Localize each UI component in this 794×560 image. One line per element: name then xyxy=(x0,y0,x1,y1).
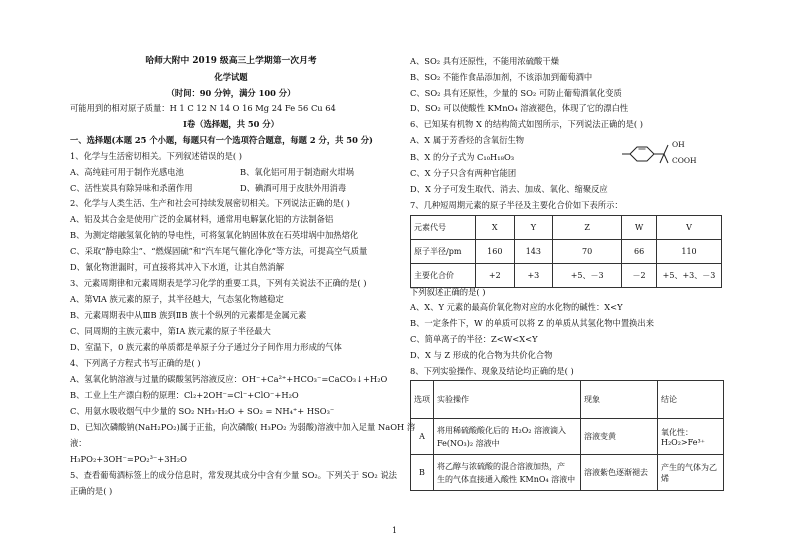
table-cell: －2 xyxy=(622,264,657,288)
q7-option-d: D、X 与 Z 形成的化合物为共价化合物 xyxy=(410,350,553,360)
table-row xyxy=(411,240,722,264)
q8-header-conclusion: 结论 xyxy=(658,381,724,419)
q8-row-a-op-line2: Fe(NO₃)₂ 溶液中 xyxy=(437,438,500,448)
table-cell: 溶液变黄 xyxy=(581,419,658,455)
section-title: Ⅰ卷（选择题，共 50 分） xyxy=(183,119,279,129)
q2-stem: 2、化学与人类生活、生产和社会可持续发展密切相关。下列说法正确的是( ) xyxy=(70,198,350,208)
q2-option-b: B、为测定熔融氢氧化钠的导电性，可将氢氧化钠固体放在石英坩埚中加热熔化 xyxy=(70,230,359,240)
q7-option-c: C、简单离子的半径：Z<W<X<Y xyxy=(410,334,538,344)
table-cell xyxy=(434,419,581,455)
q8-row-a-op-line1: 将用稀硫酸酸化后的 H₂O₂ 溶液滴入 xyxy=(437,425,567,435)
q7-header-2: Y xyxy=(514,216,553,240)
q2-option-c: C、采取“静电除尘”、“燃煤固硫”和“汽车尾气催化净化”等方法，可提高空气质量 xyxy=(70,246,368,256)
table-cell: A xyxy=(411,419,434,455)
q3-option-a: A、第ⅥA 族元素的原子，其半径越大，气态氢化物越稳定 xyxy=(70,294,284,304)
q3-option-d: D、室温下，0 族元素的单质都是单原子分子通过分子间作用力形成的气体 xyxy=(70,342,342,352)
atomic-masses: 可能用到的相对原子质量：H 1 C 12 N 14 O 16 Mg 24 Fe 56 Cu 64 xyxy=(70,103,336,113)
q8-header-phenomenon: 现象 xyxy=(581,381,658,419)
q4-option-d-line1: D、已知次磷酸钠(NaH₂PO₂)属于正盐，向次磷酸( H₃PO₂ 为弱酸)溶液中加入足量 NaOH 溶 xyxy=(70,422,416,432)
q8-header-option: 选项 xyxy=(411,381,434,419)
q2-option-a: A、铝及其合金是使用广泛的金属材料，通常用电解氯化铝的方法制备铝 xyxy=(70,214,334,224)
q5-option-d: D、SO₂ 可以使酸性 KMnO₄ 溶液褪色，体现了它的漂白性 xyxy=(410,103,629,113)
q4-option-b: B、工业上生产漂白粉的原理：Cl₂+2OH⁻=Cl⁻+ClO⁻+H₂O xyxy=(70,390,299,400)
q5-stem-line1: 5、查看葡萄酒标签上的成分信息时，常发现其成分中含有少量 SO₂。下列关于 SO₂ 说法 xyxy=(70,470,397,480)
q7-header-3: Z xyxy=(553,216,622,240)
q4-option-a: A、氢氧化钠溶液与过量的碳酸氢钙溶液反应：OH⁻+Ca²⁺+HCO₃⁻=CaCO₃↓+H₂O xyxy=(70,374,388,384)
molecule-cooh-label: COOH xyxy=(672,156,697,165)
q8-row-b-op-line2: 生的气体直接通入酸性 KMnO₄ 溶液中 xyxy=(437,474,576,484)
q7-stem: 7、几种短周期元素的原子半径及主要化合价如下表所示： xyxy=(410,200,623,210)
table-cell: +5、－3 xyxy=(553,264,622,288)
section-instruction: 一、选择题(本题 25 个小题，每题只有一个选项符合题意，每题 2 分，共 50 分) xyxy=(70,135,373,145)
q6-option-d: D、X 分子可发生取代、消去、加成、氧化、缩聚反应 xyxy=(410,184,608,194)
q8-row-b-op-line1: 将乙醇与浓硫酸的混合溶液加热，产 xyxy=(437,461,565,471)
q7-option-b: B、一定条件下，W 的单质可以将 Z 的单质从其氢化物中置换出来 xyxy=(410,318,655,328)
q3-option-c: C、同周期的主族元素中，第ⅠA 族元素的原子半径最大 xyxy=(70,326,271,336)
q6-option-b: B、X 的分子式为 C₁₀H₁₈O₃ xyxy=(410,152,515,162)
q5-option-c: C、SO₂ 具有还原性，少量的 SO₂ 可防止葡萄酒氧化变质 xyxy=(410,88,622,98)
table-row xyxy=(411,419,724,455)
table-cell: 66 xyxy=(622,240,657,264)
table-cell: 160 xyxy=(476,240,515,264)
q7-option-a: A、X、Y 元素的最高价氧化物对应的水化物的碱性：X<Y xyxy=(410,302,623,312)
q7-header-1: X xyxy=(476,216,515,240)
molecule-structure xyxy=(614,133,704,173)
q4-option-d-equation: H₃PO₂+3OH⁻=PO₂³⁻+3H₂O xyxy=(70,454,187,464)
table-cell: 70 xyxy=(553,240,622,264)
q6-option-c: C、X 分子只含有两种官能团 xyxy=(410,168,517,178)
q8-table xyxy=(410,380,724,491)
table-cell: 110 xyxy=(657,240,722,264)
table-row xyxy=(411,455,724,491)
q1-option-a: A、高纯硅可用于制作光感电池 xyxy=(70,167,184,177)
q7-header-4: W xyxy=(622,216,657,240)
q8-stem: 8、下列实验操作、现象及结论均正确的是( ) xyxy=(410,366,574,376)
q4-stem: 4、下列离子方程式书写正确的是( ) xyxy=(70,358,201,368)
q7-table xyxy=(410,215,722,288)
q2-option-d: D、氰化物泄漏时，可直接将其冲入下水道，让其自然消解 xyxy=(70,262,285,272)
table-cell: 原子半径/pm xyxy=(411,240,476,264)
table-cell: 溶液紫色逐渐褪去 xyxy=(581,455,658,491)
q4-option-d-line2: 液： xyxy=(70,438,87,448)
q7-header-0: 元素代号 xyxy=(411,216,476,240)
q1-option-c: C、活性炭具有除异味和杀菌作用 xyxy=(70,183,193,193)
table-cell: +2 xyxy=(476,264,515,288)
table-row xyxy=(411,264,722,288)
q1-option-b: B、氧化铝可用于制造耐火坩埚 xyxy=(240,167,354,177)
q7-ask: 下列叙述正确的是( ) xyxy=(410,287,486,297)
exam-subject: 化学试题 xyxy=(214,72,248,82)
q6-stem: 6、已知某有机物 X 的结构简式如图所示，下列说法正确的是( ) xyxy=(410,119,643,129)
q5-option-b: B、SO₂ 不能作食品添加剂，不该添加到葡萄酒中 xyxy=(410,72,593,82)
table-cell: 氧化性：H₂O₂>Fe³⁺ xyxy=(658,419,724,455)
exam-title: 哈师大附中 2019 级高三上学期第一次月考 xyxy=(145,56,317,66)
q1-stem: 1、化学与生活密切相关。下列叙述错误的是( ) xyxy=(70,151,243,161)
table-cell: 143 xyxy=(514,240,553,264)
table-cell: +3 xyxy=(514,264,553,288)
table-cell xyxy=(434,455,581,491)
table-cell: 主要化合价 xyxy=(411,264,476,288)
q7-header-5: V xyxy=(657,216,722,240)
table-cell: +5、+3、－3 xyxy=(657,264,722,288)
q5-option-a: A、SO₂ 具有还原性，不能用浓硫酸干燥 xyxy=(410,56,559,66)
page-number: 1 xyxy=(392,526,398,535)
table-cell: 产生的气体为乙烯 xyxy=(658,455,724,491)
q3-stem: 3、元素周期律和元素周期表是学习化学的重要工具，下列有关说法不正确的是( ) xyxy=(70,278,367,288)
q5-stem-line2: 正确的是( ) xyxy=(70,486,113,496)
q3-option-b: B、元素周期表中从ⅢB 族到ⅡB 族十个纵列的元素都是金属元素 xyxy=(70,310,307,320)
exam-time: （时间：90 分钟，满分 100 分） xyxy=(166,88,296,98)
q1-option-d: D、碘酒可用于皮肤外用消毒 xyxy=(240,183,347,193)
q6-option-a: A、X 属于芳香烃的含氧衍生物 xyxy=(410,135,525,145)
q4-option-c: C、用氨水吸收烟气中少量的 SO₂ NH₃·H₂O + SO₂ = NH₄⁺+ HSO₃⁻ xyxy=(70,406,335,416)
q8-header-operation: 实验操作 xyxy=(434,381,581,419)
molecule-oh-label: OH xyxy=(672,140,685,149)
table-cell: B xyxy=(411,455,434,491)
